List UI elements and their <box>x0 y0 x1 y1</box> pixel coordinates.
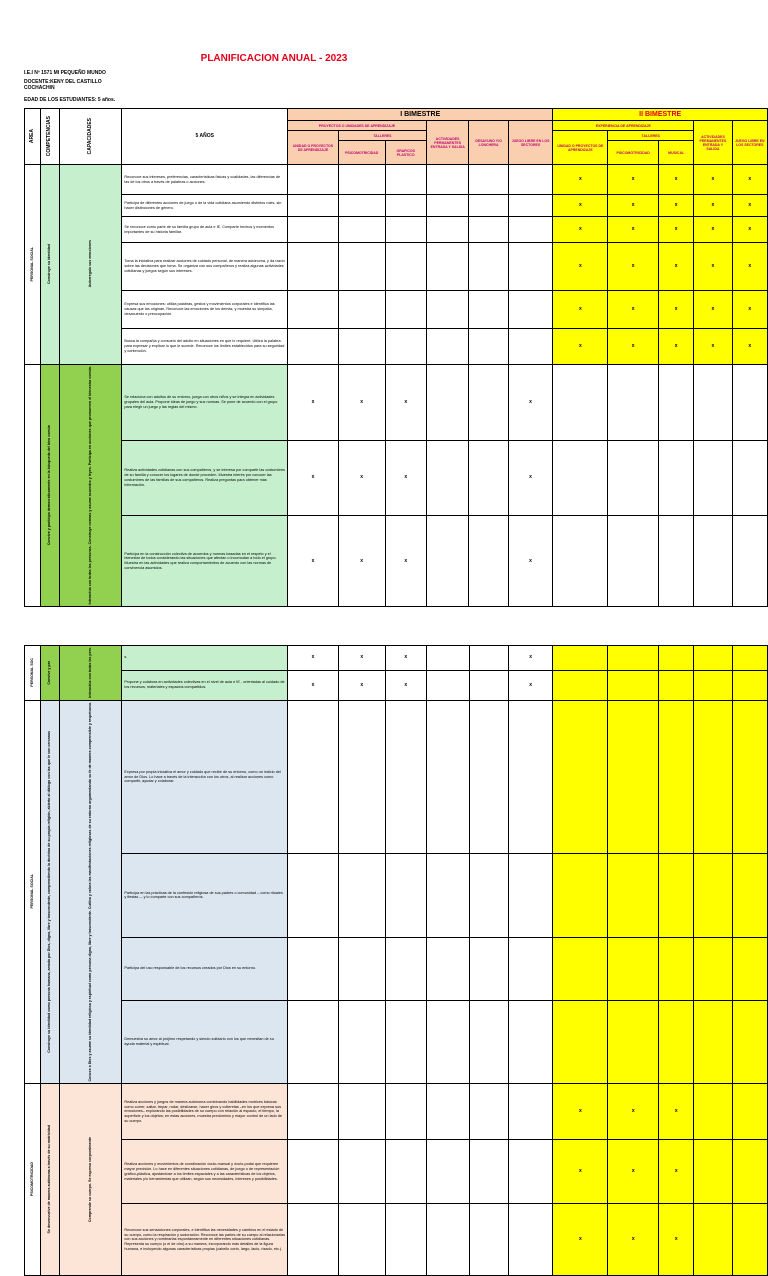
b1-actividades-header: ACTIVIDADES PERMANENTES ENTRADA Y SALIDA <box>426 121 468 165</box>
table-row <box>25 937 768 1000</box>
mark-cell <box>469 516 508 607</box>
capacidad-motricidad-text: Comprende su cuerpo. Se expresa corporalmente <box>88 1136 93 1222</box>
table-row <box>25 700 768 853</box>
section-psicomotricidad <box>25 1084 768 1276</box>
mark-cell <box>508 854 553 938</box>
mark-cell <box>288 937 339 1000</box>
table-row <box>25 1084 768 1140</box>
mark-cell <box>288 1204 339 1276</box>
competencia-identidad <box>40 165 60 365</box>
table-row <box>25 854 768 938</box>
mark-cell <box>508 165 553 195</box>
mark-cell <box>608 516 659 607</box>
b1-graficos-header: GRAFICOS PLASTICO <box>385 141 426 165</box>
competencia-convive-cont-text: Convive y par <box>47 660 52 685</box>
mark-cell <box>288 329 339 365</box>
competencia-motricidad-text: Se desenvuelve de manera autónoma a través de su motricidad <box>47 1124 52 1234</box>
mark-cell <box>338 854 385 938</box>
table-row <box>25 243 768 291</box>
capacidad-desempeno: Realiza acciones y juegos de manera autónoma combinando habilidades motrices básicas como correr, saltar, trepar, rodar, deslizarse, hacer giros y volteretas –en los que expresa sus emociones– explorando las posibilidades de su cuerpo con relación al espacio, el tiempo, la superficie y los objetos; en estas acciones, muestra predominio y mayor control de un lado de su cuerpo. <box>122 1084 288 1140</box>
capacidad-convive-text: Interactúa con todas las personas. Construye normas y asume acuerdos y leyes. Participa en acciones que promueven el bienestar común. <box>88 366 93 605</box>
mark-cell <box>426 291 468 329</box>
mark-cell <box>508 1204 553 1276</box>
mark-cell <box>659 700 694 853</box>
capacidad-identidad-text: Autorregula sus emociones <box>88 240 93 288</box>
student-ages: EDAD DE LOS ESTUDIANTES: 5 años. <box>24 97 116 103</box>
mark-cell <box>659 646 694 671</box>
table-row <box>25 646 768 671</box>
mark-cell: x <box>385 440 426 516</box>
capacidad-desempeno: Participa en la construcción colectiva de acuerdos y normas basadas en el respeto y el bienestar de todos considerando las situaciones que afectan o incomodan a todo el grupo. Muestra en las actividades que realiza comportamientos de acuerdo con las normas de convivencia asumidos. <box>122 516 288 607</box>
mark-cell <box>338 1140 385 1204</box>
section-religion <box>25 700 768 1083</box>
mark-cell <box>608 937 659 1000</box>
capacidad-religion-text: Conoce a Dios y asume su identidad religiosa y espiritual como persona digna, libre y trascendente. Cultiva y valora las manifestaciones religiosas de su entorno argumentando su fe de manera comprensible y respetuosa. <box>88 701 93 1082</box>
mark-cell <box>732 1000 767 1084</box>
capacidad-desempeno: Demuestra su amor al prójimo respetando y siendo solidario con los que necesitan de su ayuda material y espiritual. <box>122 1000 288 1084</box>
capacidad-desempeno: Realiza acciones y movimientos de coordinación óculo-manual y óculo-podal que requieren mayor precisión. Lo hace en diferentes situaciones cotidianas, de juego o de representación gráfico-plástica, ajustándose a los límites espaciales y a las características de los objetos, materiales y/o herramientas que utilizan, según sus necesidades, intereses y posibilidades. <box>122 1140 288 1204</box>
mark-cell <box>659 1000 694 1084</box>
mark-cell: x <box>732 291 767 329</box>
mark-cell <box>469 329 508 365</box>
mark-cell: x <box>659 165 694 195</box>
mark-cell <box>288 1000 339 1084</box>
planning-table-bottom <box>24 645 768 1276</box>
mark-cell: x <box>338 646 385 671</box>
mark-cell <box>338 1204 385 1276</box>
mark-cell <box>427 854 469 938</box>
capacidad-desempeno: Participa de diferentes acciones de juego o de la vida cotidiana asumiendo distintos roles, sin hacer distinciones de género. <box>122 195 288 217</box>
mark-cell <box>288 1140 339 1204</box>
mark-cell <box>426 243 468 291</box>
capacidad-desempeno: Participa del uso responsable de los recursos creados por Dios en su entorno. <box>122 937 288 1000</box>
mark-cell <box>288 1084 339 1140</box>
mark-cell <box>732 646 767 671</box>
table-row <box>25 365 768 441</box>
mark-cell <box>469 1204 508 1276</box>
mark-cell <box>732 700 767 853</box>
header-bimestre-1: I BIMESTRE <box>288 109 553 121</box>
mark-cell: x <box>659 217 694 243</box>
capacidad-desempeno: Toma la iniciativa para realizar acciones de cuidado personal, de manera autónoma, y da razón sobre las decisiones que toma. Se organiza con sus compañeros y realiza algunas actividades cotidianas y juegos según sus intereses. <box>122 243 288 291</box>
mark-cell <box>659 670 694 700</box>
mark-cell <box>732 937 767 1000</box>
mark-cell: x <box>608 291 659 329</box>
mark-cell <box>469 291 508 329</box>
mark-cell <box>338 1000 385 1084</box>
capacidad-desempeno: Realiza actividades cotidianas con sus compañeros, y se interesa por compartir las costumbres de su familia y conocer los lugares de donde proceden. Muestra interés por conocer las costumbres de las familias de sus compañeros. Realiza preguntas para obtener más información. <box>122 440 288 516</box>
mark-cell <box>385 1204 426 1276</box>
mark-cell <box>469 646 508 671</box>
competencia-convive-text: Convive y participa democráticamente en la búsqueda del bien común <box>47 425 52 546</box>
mark-cell: x <box>385 646 426 671</box>
capacidad-convive-cont-text: Interactúa con todas las pers. <box>88 647 93 698</box>
mark-cell <box>508 217 553 243</box>
mark-cell: x <box>288 670 339 700</box>
mark-cell <box>694 1000 732 1084</box>
mark-cell: x <box>553 217 608 243</box>
mark-cell <box>659 365 694 441</box>
mark-cell: x <box>385 670 426 700</box>
mark-cell: x <box>338 440 385 516</box>
mark-cell <box>508 195 553 217</box>
table-row <box>25 440 768 516</box>
mark-cell <box>338 291 385 329</box>
mark-cell <box>426 195 468 217</box>
mark-cell: x <box>659 1084 694 1140</box>
capacidad-desempeno: Expresa sus emociones; utiliza palabras, gestos y movimientos corporales e identifica las causas que las originan. Reconoce las emociones de los demás, y muestra su simpatía, desacuerdo o preocupación. <box>122 291 288 329</box>
mark-cell: x <box>608 195 659 217</box>
mark-cell: x <box>694 329 732 365</box>
mark-cell <box>659 937 694 1000</box>
mark-cell <box>553 646 608 671</box>
mark-cell <box>469 243 508 291</box>
mark-cell: x <box>553 329 608 365</box>
header-bimestre-2: II BIMESTRE <box>553 109 768 121</box>
mark-cell: x <box>508 646 553 671</box>
mark-cell <box>426 440 468 516</box>
mark-cell <box>694 1140 732 1204</box>
capacidad-desempeno: Participa en las prácticas de la confesión religiosa de sus padres o comunidad – como rituales y fiestas –, y lo comparte con sus compañeros. <box>122 854 288 938</box>
b2-talleres-header: TALLERES <box>608 131 694 141</box>
mark-cell: x <box>608 329 659 365</box>
mark-cell <box>553 700 608 853</box>
mark-cell <box>288 291 339 329</box>
mark-cell <box>508 329 553 365</box>
area-personal-social-cont-text: PERSONAL SOC <box>29 658 34 687</box>
mark-cell: x <box>385 365 426 441</box>
mark-cell <box>508 243 553 291</box>
mark-cell <box>508 1140 553 1204</box>
mark-cell <box>338 165 385 195</box>
mark-cell <box>288 700 339 853</box>
mark-cell <box>732 1140 767 1204</box>
mark-cell <box>659 516 694 607</box>
table-row <box>25 670 768 700</box>
mark-cell <box>385 291 426 329</box>
b1-juego-header: JUEGO LIBRE EN LOS SECTORES <box>508 121 553 165</box>
mark-cell <box>553 854 608 938</box>
competencia-convive-cont <box>40 646 60 701</box>
mark-cell <box>385 195 426 217</box>
mark-cell: x <box>508 516 553 607</box>
area-personal-social <box>25 165 41 365</box>
mark-cell <box>608 670 659 700</box>
mark-cell: x <box>288 365 339 441</box>
area-religion-text: PERSONAL SOCIAL <box>29 874 34 909</box>
competencia-identidad-text: Construye su identidad <box>47 244 52 284</box>
mark-cell <box>508 291 553 329</box>
mark-cell: x <box>659 1204 694 1276</box>
mark-cell: x <box>553 195 608 217</box>
competencia-religion <box>40 700 60 1083</box>
mark-cell: x <box>694 195 732 217</box>
mark-cell: x <box>732 217 767 243</box>
table-row <box>25 165 768 195</box>
table-row <box>25 1000 768 1084</box>
mark-cell <box>659 440 694 516</box>
mark-cell <box>469 937 508 1000</box>
mark-cell <box>385 217 426 243</box>
mark-cell <box>694 440 732 516</box>
mark-cell <box>426 516 468 607</box>
section-convive <box>25 365 768 607</box>
mark-cell <box>508 1084 553 1140</box>
mark-cell <box>694 937 732 1000</box>
mark-cell: x <box>608 165 659 195</box>
mark-cell <box>553 670 608 700</box>
b1-group-header: PROYECTOS O UNIDADES DE APRENDIZAJE <box>288 121 427 131</box>
table-row <box>25 217 768 243</box>
area-blank <box>25 365 41 607</box>
capacidad-desempeno: Se reconoce como parte de su familia grupo de aula e IE. Comparte hechos y momentos importantes de su historia familiar. <box>122 217 288 243</box>
mark-cell <box>469 1140 508 1204</box>
b2-unidad-header: UNIDAD O PROYECTOS DE APRENDIZAJE <box>553 131 608 165</box>
mark-cell: x <box>732 329 767 365</box>
mark-cell <box>427 670 469 700</box>
area-religion <box>25 700 41 1083</box>
mark-cell <box>427 646 469 671</box>
mark-cell <box>608 365 659 441</box>
mark-cell <box>694 646 732 671</box>
mark-cell <box>608 700 659 853</box>
mark-cell <box>508 700 553 853</box>
mark-cell <box>338 217 385 243</box>
mark-cell <box>732 365 767 441</box>
mark-cell: x <box>338 365 385 441</box>
capacidad-desempeno: Reconoce sus intereses, preferencias, características físicas y cualidades, las diferencias de las de los otros a través de palabras o acciones. <box>122 165 288 195</box>
mark-cell <box>553 516 608 607</box>
b1-psico-header: PSICOMOTRICIDAD <box>338 141 385 165</box>
capacidad-desempeno: Busca la compañía y consuelo del adulto en situaciones en que lo requiere. Utiliza la palabra para expresar y explicar lo que le sucede. Reconoce los límites establecidos para su seguridad y contención. <box>122 329 288 365</box>
mark-cell <box>427 1000 469 1084</box>
mark-cell <box>427 700 469 853</box>
mark-cell: x <box>288 646 339 671</box>
b2-group-header: EXPERIENCIA DE APRENDIZAJE <box>553 121 694 131</box>
b1-unidad-header: UNIDAD O PROYECTOS DE APRENDIZAJE <box>288 131 339 165</box>
teacher-name: DOCENTE:KENY DEL CASTILLO COCHACHIN <box>24 79 102 91</box>
header-anios: 5 AÑOS <box>122 109 288 165</box>
mark-cell: x <box>385 516 426 607</box>
mark-cell: x <box>553 1140 608 1204</box>
mark-cell <box>469 1084 508 1140</box>
mark-cell: x <box>694 217 732 243</box>
mark-cell <box>469 670 508 700</box>
mark-cell: x <box>553 291 608 329</box>
capacidad-identidad <box>60 165 122 365</box>
mark-cell: x <box>553 165 608 195</box>
mark-cell <box>338 700 385 853</box>
mark-cell: x <box>608 1140 659 1204</box>
mark-cell <box>288 243 339 291</box>
capacidad-convive <box>60 365 122 607</box>
mark-cell: x <box>694 165 732 195</box>
area-personal-social-text: PERSONAL SOCIAL <box>29 246 34 282</box>
mark-cell <box>732 440 767 516</box>
table-row <box>25 291 768 329</box>
mark-cell <box>385 329 426 365</box>
mark-cell: x <box>288 516 339 607</box>
competencia-convive <box>40 365 60 607</box>
mark-cell <box>694 670 732 700</box>
mark-cell: x <box>553 1084 608 1140</box>
mark-cell <box>338 1084 385 1140</box>
area-personal-social-cont <box>25 646 41 701</box>
mark-cell: x <box>553 1204 608 1276</box>
mark-cell <box>385 1000 426 1084</box>
mark-cell <box>426 165 468 195</box>
mark-cell: x <box>608 243 659 291</box>
page-title: PLANIFICACION ANUAL - 2023 <box>200 53 348 64</box>
mark-cell <box>288 854 339 938</box>
mark-cell <box>427 1084 469 1140</box>
school-name: I.E.I Nº 1571 MI PEQUEÑO MUNDO <box>24 70 106 76</box>
mark-cell: x <box>659 291 694 329</box>
mark-cell <box>288 165 339 195</box>
mark-cell <box>608 1000 659 1084</box>
mark-cell <box>732 670 767 700</box>
mark-cell <box>427 937 469 1000</box>
mark-cell <box>385 854 426 938</box>
mark-cell: x <box>338 670 385 700</box>
mark-cell <box>694 1204 732 1276</box>
mark-cell <box>553 440 608 516</box>
mark-cell: x <box>694 243 732 291</box>
mark-cell <box>732 1084 767 1140</box>
mark-cell <box>385 165 426 195</box>
mark-cell: x <box>659 329 694 365</box>
mark-cell <box>508 1000 553 1084</box>
mark-cell <box>469 1000 508 1084</box>
mark-cell <box>553 365 608 441</box>
mark-cell <box>608 440 659 516</box>
b2-psico-header: PSICOMOTRICIDAD <box>608 141 659 165</box>
mark-cell <box>338 243 385 291</box>
capacidad-desempeno: s. <box>122 646 288 671</box>
mark-cell <box>385 1084 426 1140</box>
mark-cell <box>469 365 508 441</box>
mark-cell <box>426 365 468 441</box>
area-psicomotricidad-text: PSICOMOTRICIDAD <box>29 1162 34 1197</box>
mark-cell <box>288 217 339 243</box>
mark-cell: x <box>732 165 767 195</box>
mark-cell <box>288 195 339 217</box>
mark-cell <box>553 937 608 1000</box>
mark-cell <box>385 243 426 291</box>
mark-cell <box>427 1204 469 1276</box>
mark-cell <box>469 217 508 243</box>
mark-cell <box>385 937 426 1000</box>
mark-cell <box>732 1204 767 1276</box>
b2-juego-header: JUEGO LIBRE EN LOS SECTORES <box>732 121 767 165</box>
mark-cell <box>508 937 553 1000</box>
mark-cell <box>694 1084 732 1140</box>
table-row <box>25 329 768 365</box>
mark-cell: x <box>732 195 767 217</box>
mark-cell: x <box>608 1084 659 1140</box>
mark-cell <box>694 854 732 938</box>
mark-cell <box>694 365 732 441</box>
header-area: AREA <box>25 109 41 165</box>
table-row <box>25 195 768 217</box>
mark-cell: x <box>694 291 732 329</box>
mark-cell: x <box>508 365 553 441</box>
mark-cell <box>694 700 732 853</box>
area-psicomotricidad <box>25 1084 41 1276</box>
mark-cell <box>469 165 508 195</box>
table-row <box>25 516 768 607</box>
mark-cell <box>338 937 385 1000</box>
mark-cell: x <box>732 243 767 291</box>
mark-cell <box>694 516 732 607</box>
mark-cell: x <box>659 195 694 217</box>
competencia-religion-text: Construye su identidad como persona humana, amada por Dios, digna, libre y trascendente, comprendiendo la doctrina de su propia religión, abierto al diálogo con las que le son cercanas <box>47 730 52 1053</box>
capacidad-desempeno: Reconoce sus sensaciones corporales, e identifica las necesidades y cambios en el estado de su cuerpo, como la respiración y sudoración. Reconoce las partes de su cuerpo al relacionarlas con sus acciones y nombrarlas espontáneamente en diferentes situaciones cotidianas. Representa su cuerpo (o el de otro) a su manera, incorporando más detalles de la figura humana, e incluyendo algunas características propias (cabello corto, largo, lacio, rizado, etc.). <box>122 1204 288 1276</box>
capacidad-desempeno: Expresa por propia iniciativa el amor y cuidado que recibe de su entorno, como un indicio del amor de Dios. Lo hace a través de la interacción con los otros, al realizar acciones como compartir, ayudar y colaborar. <box>122 700 288 853</box>
section-personal-social-identidad <box>25 165 768 365</box>
mark-cell <box>553 1000 608 1084</box>
mark-cell: x <box>338 516 385 607</box>
planning-table-top <box>24 108 768 607</box>
mark-cell <box>608 646 659 671</box>
capacidad-religion <box>60 700 122 1083</box>
mark-cell: x <box>508 670 553 700</box>
mark-cell <box>608 854 659 938</box>
competencia-motricidad <box>40 1084 60 1276</box>
mark-cell <box>385 700 426 853</box>
mark-cell: x <box>553 243 608 291</box>
capacidad-desempeno: Se relaciona con adultos de su entorno, juega con otros niños y se integra en actividades grupales del aula. Propone ideas de juego y sus normas. Se pone de acuerdo con el grupo para elegir un juego y las reglas del mismo. <box>122 365 288 441</box>
mark-cell <box>469 700 508 853</box>
mark-cell <box>469 195 508 217</box>
b1-desayuno-header: DESAYUNO Y/O LONCHERA <box>469 121 508 165</box>
header-capacidades: CAPACIDADES <box>60 109 122 165</box>
table-row <box>25 1140 768 1204</box>
mark-cell <box>732 854 767 938</box>
mark-cell <box>385 1140 426 1204</box>
mark-cell <box>469 440 508 516</box>
mark-cell: x <box>288 440 339 516</box>
mark-cell: x <box>659 1140 694 1204</box>
mark-cell <box>338 195 385 217</box>
b1-talleres-header: TALLERES <box>338 131 426 141</box>
header-competencias: COMPETENCIAS <box>40 109 60 165</box>
section-personal-social-cont <box>25 646 768 701</box>
b2-actividades-header: ACTIVIDADES PERMANENTES ENTRADA Y SALIDA <box>694 121 732 165</box>
table-row <box>25 1204 768 1276</box>
mark-cell <box>732 516 767 607</box>
capacidad-desempeno: Propone y colabora en actividades colectivas en el nivel de aula e IE - orientadas al cuidado de los recursos, materiales y espacios compartidos. <box>122 670 288 700</box>
mark-cell <box>469 854 508 938</box>
mark-cell: x <box>608 217 659 243</box>
mark-cell: x <box>659 243 694 291</box>
mark-cell <box>338 329 385 365</box>
b2-musical-header: MUSICAL <box>659 141 694 165</box>
mark-cell <box>659 854 694 938</box>
capacidad-convive-cont <box>60 646 122 701</box>
mark-cell <box>427 1140 469 1204</box>
mark-cell: x <box>508 440 553 516</box>
mark-cell <box>426 329 468 365</box>
mark-cell <box>426 217 468 243</box>
mark-cell: x <box>608 1204 659 1276</box>
capacidad-motricidad <box>60 1084 122 1276</box>
